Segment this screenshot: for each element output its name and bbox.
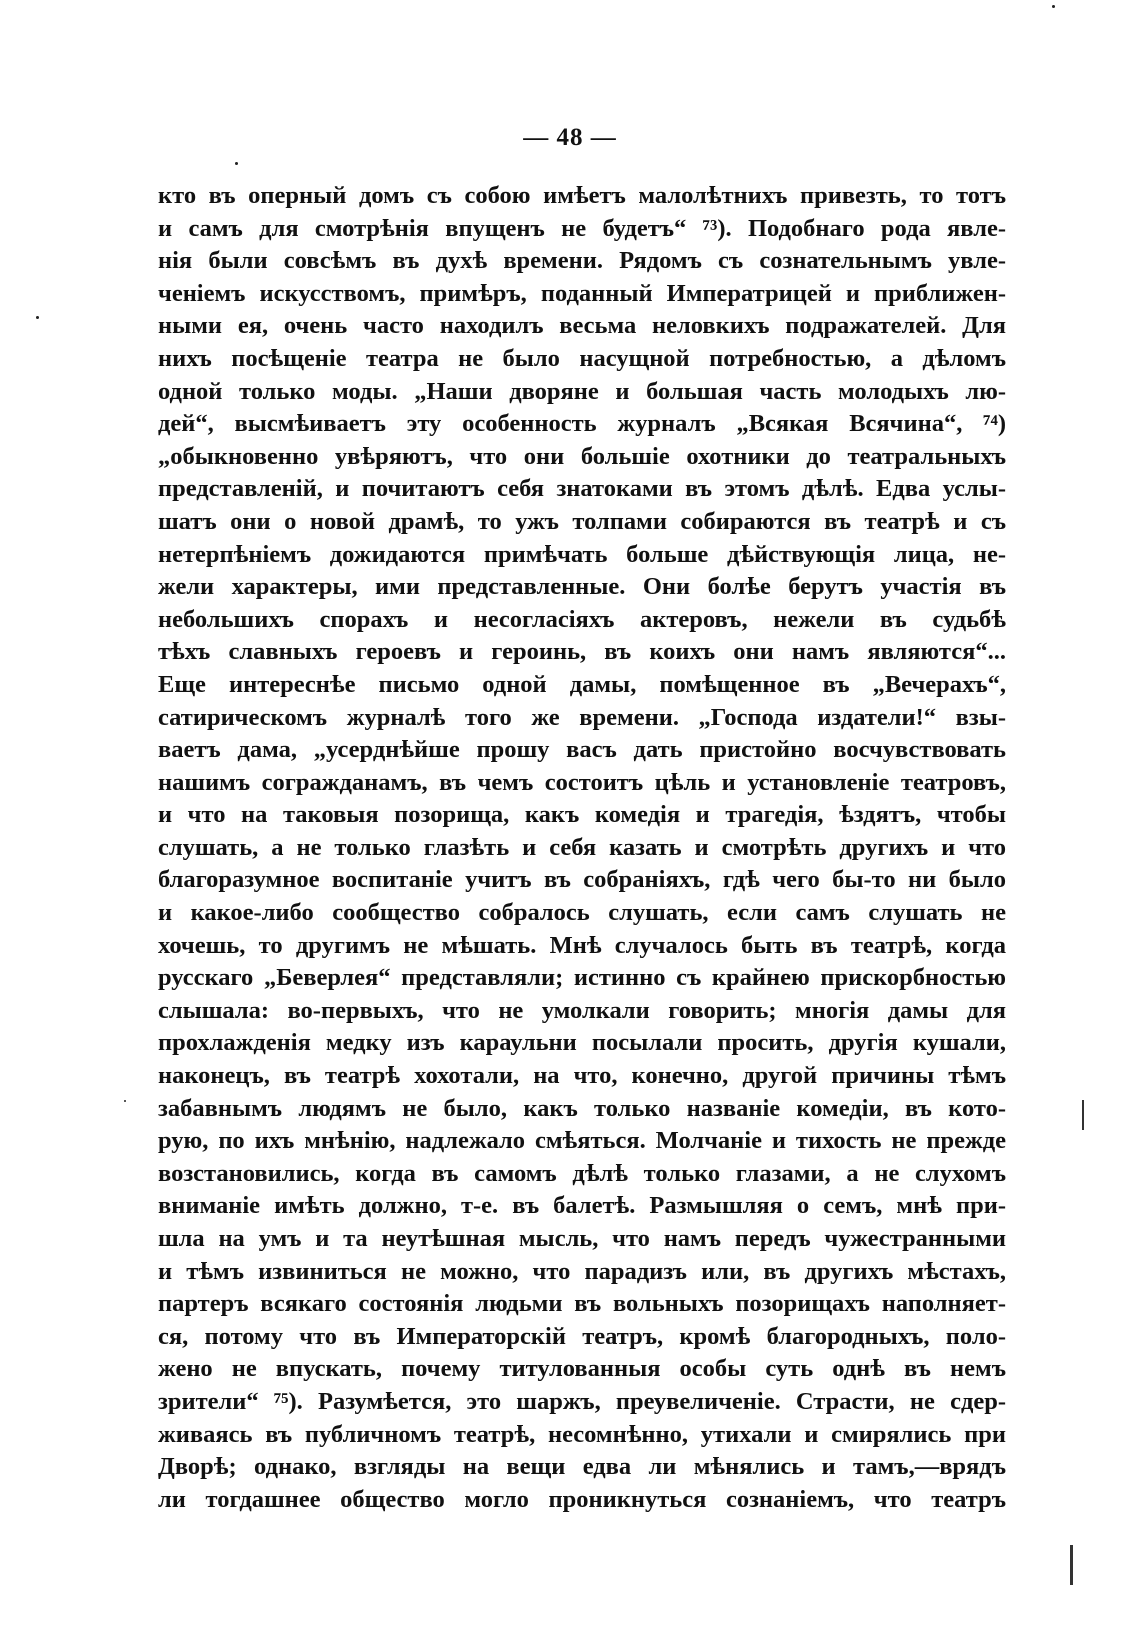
- text-line: тѣхъ славныхъ героевъ и героинь, въ коихъ они намъ являются“...: [158, 638, 1006, 666]
- text-line: возстановились, когда въ самомъ дѣлѣ только глазами, а не слухомъ: [158, 1159, 1006, 1187]
- scan-edge-mark: [1082, 1100, 1084, 1130]
- text-line: шатъ они о новой драмѣ, то ужъ толпами собираются въ театрѣ и съ: [158, 507, 1006, 535]
- body-text: [158, 180, 1006, 1516]
- text-line: ваетъ дама, „усерднѣйше прошу васъ дать пристойно восчувствовать: [158, 736, 1006, 764]
- text-line: Еще интереснѣе письмо одной дамы, помѣщенное въ „Вечерахъ“,: [158, 670, 1006, 698]
- text-line: рую, по ихъ мнѣнію, надлежало смѣяться. Молчаніе и тихость не прежде: [158, 1127, 1006, 1155]
- text-line: ченіемъ искусствомъ, примѣръ, поданный Императрицей и приближен-: [158, 279, 1006, 307]
- text-line: жели характеры, ими представленные. Они болѣе берутъ участія въ: [158, 573, 1006, 601]
- text-line: слушать, а не только глазѣть и себя казать и смотрѣть другихъ и что: [158, 833, 1006, 861]
- scan-speck: [1052, 5, 1055, 8]
- text-line: благоразумное воспитаніе учитъ въ собраніяхъ, гдѣ чего бы-то ни было: [158, 866, 1006, 894]
- text-line: Дворѣ; однако, взгляды на вещи едва ли мѣнялись и тамъ,—врядъ: [158, 1453, 1006, 1481]
- scan-edge-mark: [1070, 1545, 1073, 1585]
- text-line: живаясь въ публичномъ театрѣ, несомнѣнно, утихали и смирялись при: [158, 1420, 1006, 1448]
- text-line: сатирическомъ журналѣ того же времени. „Господа издатели!“ взы-: [158, 703, 1006, 731]
- text-line: нихъ посѣщеніе театра не было насущной потребностью, а дѣломъ: [158, 344, 1006, 372]
- text-line: шла на умъ и та неутѣшная мысль, что намъ передъ чужестранными: [158, 1225, 1006, 1252]
- text-line: и что на таковыя позорища, какъ комедія и трагедія, ѣздятъ, чтобы: [158, 801, 1006, 829]
- text-line: и какое-либо сообщество собралось слушать, если самъ слушать не: [158, 899, 1006, 927]
- scan-speck: [36, 316, 39, 319]
- text-line: ли тогдашнее общество могло проникнуться сознаніемъ, что театръ: [158, 1485, 1006, 1513]
- text-line: одной только моды. „Наши дворяне и большая часть молодыхъ лю-: [158, 377, 1006, 405]
- text-line: нія были совсѣмъ въ духѣ времени. Рядомъ съ сознательнымъ увле-: [158, 247, 1006, 275]
- scan-speck: [124, 1100, 126, 1102]
- text-line: небольшихъ спорахъ и несогласіяхъ актеровъ, нежели въ судьбѣ: [158, 605, 1006, 633]
- text-line: кто въ оперный домъ съ собою имѣетъ малолѣтнихъ привезть, то тотъ: [158, 182, 1006, 209]
- text-line: хочешь, то другимъ не мѣшать. Мнѣ случалось быть въ театрѣ, когда: [158, 931, 1006, 959]
- text-line: и самъ для смотрѣнія впущенъ не будетъ“ ⁷³). Подобнаго рода явле-: [158, 214, 1006, 242]
- text-line: „обыкновенно увѣряютъ, что они большіе охотники до театральныхъ: [158, 442, 1006, 470]
- text-line: слышала: во-первыхъ, что не умолкали говорить; многія дамы для: [158, 996, 1006, 1024]
- text-line: ными ея, очень часто находилъ весьма неловкихъ подражателей. Для: [158, 312, 1006, 340]
- text-line: представленій, и почитаютъ себя знатоками въ этомъ дѣлѣ. Едва услы-: [158, 475, 1006, 503]
- text-line: прохлажденія медку изъ караульни посылали просить, другія кушали,: [158, 1029, 1006, 1057]
- text-line: вниманіе имѣть должно, т-е. въ балетѣ. Размышляя о семъ, мнѣ при-: [158, 1192, 1006, 1220]
- text-line: и тѣмъ извиниться не можно, что парадизъ или, въ другихъ мѣстахъ,: [158, 1257, 1006, 1285]
- text-line: русскаго „Беверлея“ представляли; истинно съ крайнею прискорбностью: [158, 964, 1006, 992]
- text-line: партеръ всякаго состоянія людьми въ вольныхъ позорищахъ наполняет-: [158, 1290, 1006, 1318]
- text-line: зрители“ ⁷⁵). Разумѣется, это шаржъ, преувеличеніе. Страсти, не сдер-: [158, 1387, 1006, 1415]
- page-number: — 48 —: [523, 124, 617, 151]
- scan-speck: [235, 162, 238, 165]
- text-line: ся, потому что въ Императорскій театръ, кромѣ благородныхъ, поло-: [158, 1322, 1006, 1350]
- text-line: нашимъ согражданамъ, въ чемъ состоитъ цѣль и установленіе театровъ,: [158, 768, 1006, 796]
- text-line: нетерпѣніемъ дожидаются примѣчать больше дѣйствующія лица, не-: [158, 540, 1006, 568]
- text-line: наконецъ, въ театрѣ хохотали, на что, конечно, другой причины тѣмъ: [158, 1062, 1006, 1090]
- text-line: жено не впускать, почему титулованныя особы суть однѣ въ немъ: [158, 1355, 1006, 1383]
- text-line: дей“, высмѣиваетъ эту особенность журналъ „Всякая Всячина“, ⁷⁴): [158, 410, 1006, 438]
- text-line: забавнымъ людямъ не было, какъ только названіе комедіи, въ кото-: [158, 1094, 1006, 1122]
